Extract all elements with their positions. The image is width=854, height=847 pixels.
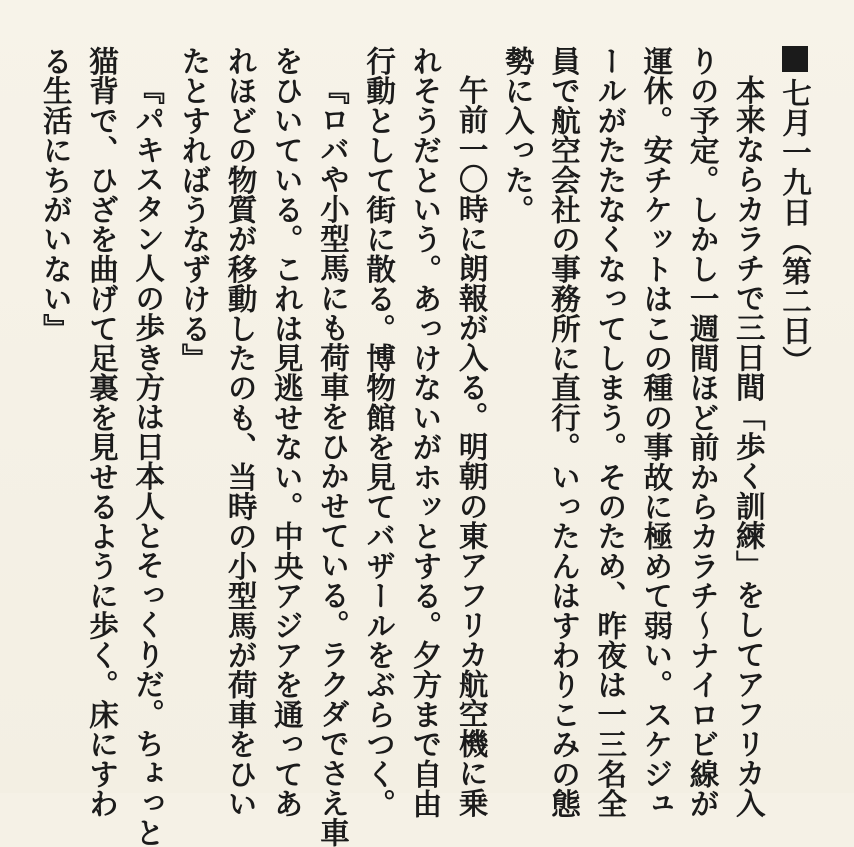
text-column: 勢に入った。 <box>500 46 535 225</box>
text-column: れそうだという。あっけないがホッとする。夕方まで自由 <box>408 46 443 819</box>
section-heading <box>772 46 818 766</box>
vertical-text-body <box>33 46 818 847</box>
text-column: りの予定。しかし一週間ほど前からカラチ〜ナイロビ線が <box>685 46 720 819</box>
text-column: る生活にちがいない』 <box>38 46 73 343</box>
black-square-marker <box>782 46 808 72</box>
text-column: 猫背で、ひざを曲げて足裏を見せるように歩く。床にすわ <box>84 46 119 819</box>
text-column: れほどの物質が移動したのも、当時の小型馬が荷車をひい <box>223 46 258 819</box>
text-column: ールがたたなくなってしまう。そのため、昨夜は一三名全 <box>593 46 628 819</box>
heading-title: 七月一九日（第二日） <box>778 78 812 375</box>
text-column: たとすればうなずける』 <box>177 46 212 373</box>
text-column: 行動として街に散る。博物館を見てバザールをぶらつく。 <box>362 46 397 819</box>
text-column: 員で航空会社の事務所に直行。いったんはすわりこみの態 <box>546 46 581 819</box>
text-column: をひいている。これは見逃せない。中央アジアを通ってあ <box>269 46 304 819</box>
text-column: 本来ならカラチで三日間「歩く訓練」をしてアフリカ入 <box>731 75 766 818</box>
text-column: 『ロバや小型馬にも荷車をひかせている。ラクダでさえ車 <box>315 75 350 847</box>
text-column: 午前一〇時に朗報が入る。明朝の東アフリカ航空機に乗 <box>454 75 489 818</box>
text-column: 運休。安チケットはこの種の事故に極めて弱い。スケジュ <box>639 46 674 819</box>
text-column: 『パキスタン人の歩き方は日本人とそっくりだ。ちょっと <box>131 75 166 847</box>
